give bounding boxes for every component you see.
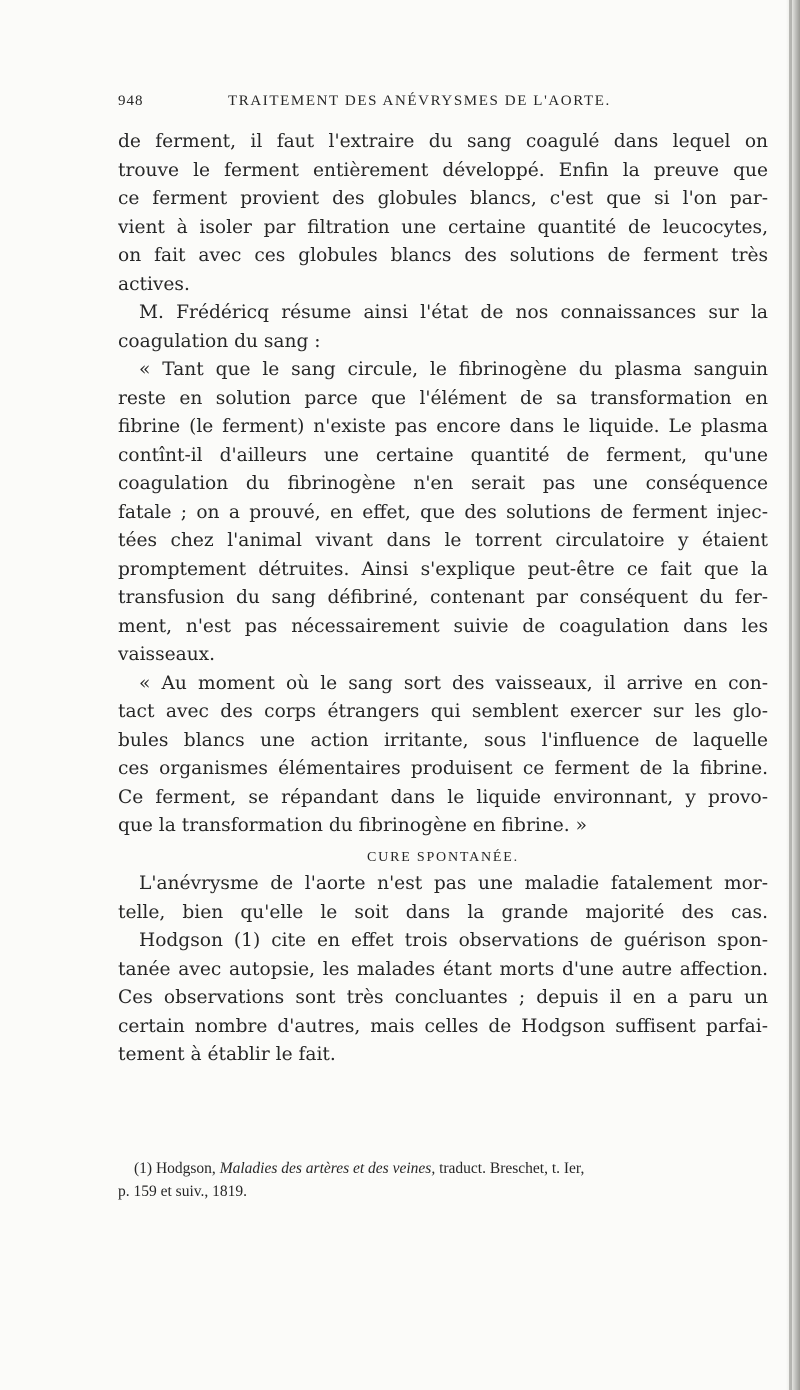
text-line: ces organismes élémentaires produisent ce ferment de la fibrine. (118, 758, 768, 779)
text-line: coagulation du sang : (118, 330, 321, 352)
footnote-marker: (1) Hodgson, (134, 1160, 220, 1177)
text-line: actives. (118, 273, 190, 295)
text-line: transfusion du sang défibriné, contenant par conséquent du fer- (118, 587, 768, 608)
text-line: certain nombre d'autres, mais celles de Hodgson suffisent parfai- (118, 1015, 768, 1037)
text-line: ce ferment provient des globules blancs, c'est que si l'on par- (118, 188, 768, 209)
text-line: Ce ferment, se répandant dans le liquide environnant, y provo- (118, 786, 768, 808)
text-line: Hodgson (1) cite en effet trois observations de guérison spon- (139, 930, 768, 951)
text-line: promptement détruites. Ainsi s'explique peut-être ce fait que la (118, 558, 768, 580)
footnote-line (134, 1157, 774, 1180)
text-line: ment, n'est pas nécessairement suivie de coagulation dans les (118, 615, 768, 637)
text-line: telle, bien qu'elle le soit dans la grande majorité des cas. (118, 901, 768, 923)
text-line: tées chez l'animal vivant dans le torrent circulatoire y étaient (118, 530, 768, 551)
paragraph-group-1 (118, 128, 768, 841)
text-line: coagulation du fibrinogène n'en serait pas une conséquence (118, 473, 768, 494)
footnote-title: Maladies des artères et des veines, (219, 1160, 436, 1177)
footnote-line-2: p. 159 et suiv., 1819. (118, 1183, 248, 1200)
text-line: fatale ; on a prouvé, en effet, que des solutions de ferment injec- (118, 501, 768, 523)
text-line: vient à isoler par filtration une certaine quantité de leucocytes, (118, 216, 768, 238)
text-line: tanée avec autopsie, les malades étant morts d'une autre affection. (118, 958, 768, 980)
paragraph-group-2 (118, 870, 768, 1070)
footnote (118, 1157, 774, 1203)
page-edge-line (789, 0, 792, 1390)
text-line: « Tant que le sang circule, le fibrinogène du plasma sanguin (139, 359, 768, 380)
running-title: TRAITEMENT DES ANÉVRYSMES DE L'AORTE. (228, 93, 611, 109)
main-text-block-2 (118, 870, 768, 1070)
text-line: que la transformation du fibrinogène en fibrine. » (118, 815, 587, 836)
text-line: Ces observations sont très concluantes ; depuis il en a paru un (118, 987, 768, 1008)
text-line: tement à établir le fait. (118, 1044, 336, 1065)
text-line: tact avec des corps étrangers qui semblent exercer sur les glo- (118, 701, 768, 722)
text-line: vaisseaux. (118, 644, 216, 665)
text-line: trouve le ferment entièrement développé. Enfin la preuve que (118, 159, 768, 181)
text-line: de ferment, il faut l'extraire du sang coagulé dans lequel on (118, 131, 768, 152)
text-line: bules blancs une action irritante, sous l'influence de laquelle (118, 729, 768, 751)
text-line: fibrine (le ferment) n'existe pas encore dans le liquide. Le plasma (118, 416, 768, 437)
text-line: « Au moment où le sang sort des vaisseaux, il arrive en con- (139, 672, 768, 694)
main-text-block (118, 128, 768, 865)
text-line: M. Frédéricq résume ainsi l'état de nos connaissances sur la (139, 302, 768, 323)
text-line: on fait avec ces globules blancs des solutions de ferment très (118, 245, 768, 266)
page-number: 948 (118, 93, 144, 109)
text-line: contînt-il d'ailleurs une certaine quantité de ferment, qu'une (118, 444, 768, 466)
footnote-rest: traduct. Breschet, t. Ier, (435, 1160, 585, 1177)
text-line: L'anévrysme de l'aorte n'est pas une maladie fatalement mor- (139, 873, 768, 894)
text-line: reste en solution parce que l'élément de sa transformation en (118, 387, 768, 409)
page-header (118, 93, 678, 117)
section-heading: CURE SPONTANÉE. (367, 850, 519, 865)
